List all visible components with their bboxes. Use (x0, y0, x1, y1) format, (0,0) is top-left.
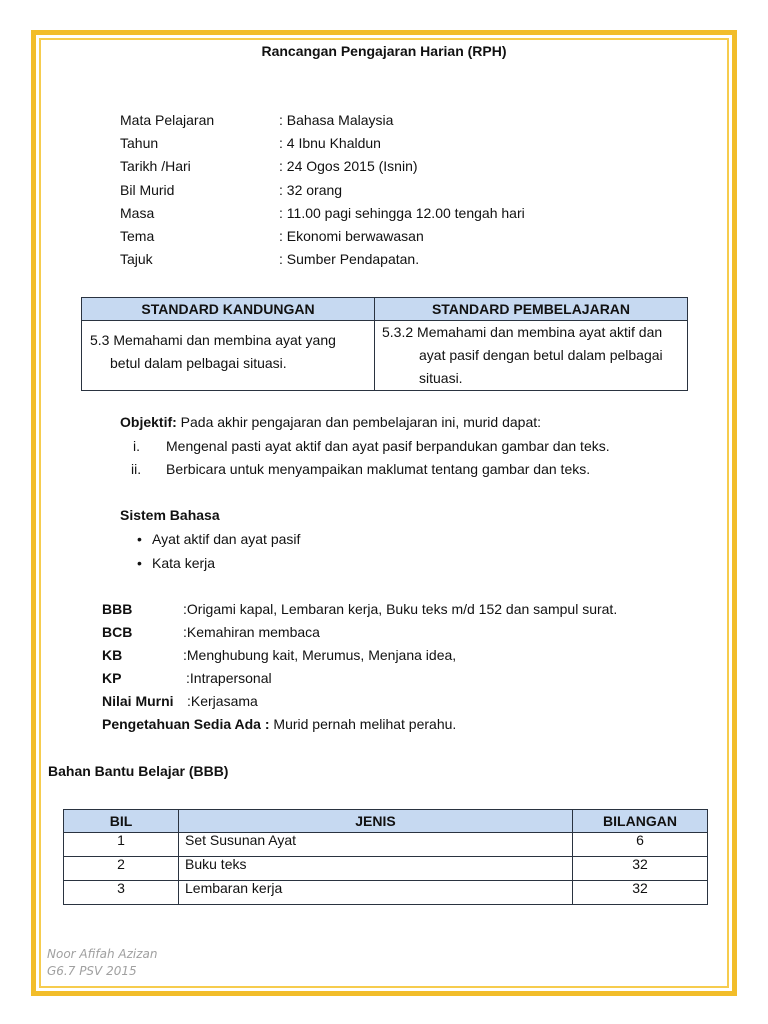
table-row (64, 833, 708, 857)
cell-jenis: Buku teks (179, 857, 573, 881)
sistem-item: Ayat aktif dan ayat pasif (152, 531, 301, 547)
objektif-num: i. (133, 438, 140, 454)
bullet-icon: • (137, 555, 142, 571)
header-standard-kandungan: STANDARD KANDUNGAN (82, 298, 375, 321)
bbb-table (63, 809, 708, 905)
detail-value: :Kerjasama (187, 693, 258, 709)
header-bil: BIL (64, 810, 179, 833)
info-value: : Ekonomi berwawasan (279, 228, 424, 244)
cell-bilangan: 32 (573, 881, 708, 905)
info-label: Tajuk (120, 251, 153, 268)
cell-bil: 3 (64, 881, 179, 905)
info-label: Tahun (120, 135, 159, 152)
objektif-num: ii. (131, 461, 142, 477)
cell-jenis: Lembaran kerja (179, 881, 573, 905)
page-title: Rancangan Pengajaran Harian (RPH) (261, 43, 507, 59)
detail-value: :Kemahiran membaca (183, 624, 320, 640)
table-row (64, 857, 708, 881)
detail-label: BCB (102, 624, 133, 640)
header-jenis: JENIS (179, 810, 573, 833)
info-label: Bil Murid (120, 181, 175, 198)
cell-bilangan: 32 (573, 857, 708, 881)
detail-value: :Origami kapal, Lembaran kerja, Buku teks m/d 152 dan sampul surat. (183, 601, 618, 617)
pengetahuan-text: Murid pernah melihat perahu. (269, 716, 457, 732)
pengetahuan (102, 716, 456, 732)
footer-class: G6.7 PSV 2015 (47, 964, 137, 978)
header-standard-pembelajaran: STANDARD PEMBELAJARAN (375, 298, 688, 321)
cell-jenis: Set Susunan Ayat (179, 833, 573, 857)
detail-value: :Intrapersonal (186, 670, 272, 686)
bullet-icon: • (137, 531, 142, 547)
info-label: Mata Pelajaran (120, 112, 215, 128)
kandungan-line1: 5.3 Memahami dan membina ayat yang (90, 332, 336, 348)
info-value: : Bahasa Malaysia (279, 112, 394, 128)
info-value: : Sumber Pendapatan. (279, 251, 420, 268)
objektif-text: Pada akhir pengajaran dan pembelajaran ini, murid dapat: (176, 414, 542, 430)
info-value: : 11.00 pagi sehingga 12.00 tengah hari (279, 204, 525, 221)
objektif-item: Berbicara untuk menyampaikan maklumat tentang gambar dan teks. (166, 461, 591, 477)
detail-value: :Menghubung kait, Merumus, Menjana idea, (183, 647, 457, 663)
sistem-item: Kata kerja (152, 555, 216, 571)
detail-label: KP (102, 670, 122, 686)
detail-label: Nilai Murni (102, 693, 174, 709)
objektif (120, 414, 541, 430)
info-label: Tarikh /Hari (120, 158, 191, 175)
cell-bil: 2 (64, 857, 179, 881)
objektif-item: Mengenal pasti ayat aktif dan ayat pasif berpandukan gambar dan teks. (166, 438, 610, 454)
detail-label: BBB (102, 601, 133, 617)
standard-table (81, 297, 688, 391)
info-value: : 32 orang (279, 181, 343, 198)
bbb-heading: Bahan Bantu Belajar (BBB) (48, 763, 229, 779)
kandungan-line2: betul dalam pelbagai situasi. (110, 355, 287, 371)
info-label: Masa (120, 204, 155, 221)
footer-author: Noor Afifah Azizan (47, 947, 158, 961)
pengetahuan-label: Pengetahuan Sedia Ada : (102, 716, 270, 732)
pembelajaran-line2: ayat pasif dengan betul dalam pelbagai (419, 347, 663, 363)
table-row (64, 881, 708, 905)
info-value: : 24 Ogos 2015 (Isnin) (279, 158, 418, 175)
cell-bilangan: 6 (573, 833, 708, 857)
header-bilangan: BILANGAN (573, 810, 708, 833)
sistem-bahasa-heading: Sistem Bahasa (120, 507, 220, 523)
objektif-label: Objektif: (120, 414, 177, 430)
detail-label: KB (102, 647, 123, 663)
info-value: : 4 Ibnu Khaldun (279, 135, 381, 152)
pembelajaran-line3: situasi. (419, 370, 463, 386)
info-label: Tema (120, 228, 155, 244)
cell-bil: 1 (64, 833, 179, 857)
pembelajaran-line1: 5.3.2 Memahami dan membina ayat aktif dan (382, 324, 663, 340)
